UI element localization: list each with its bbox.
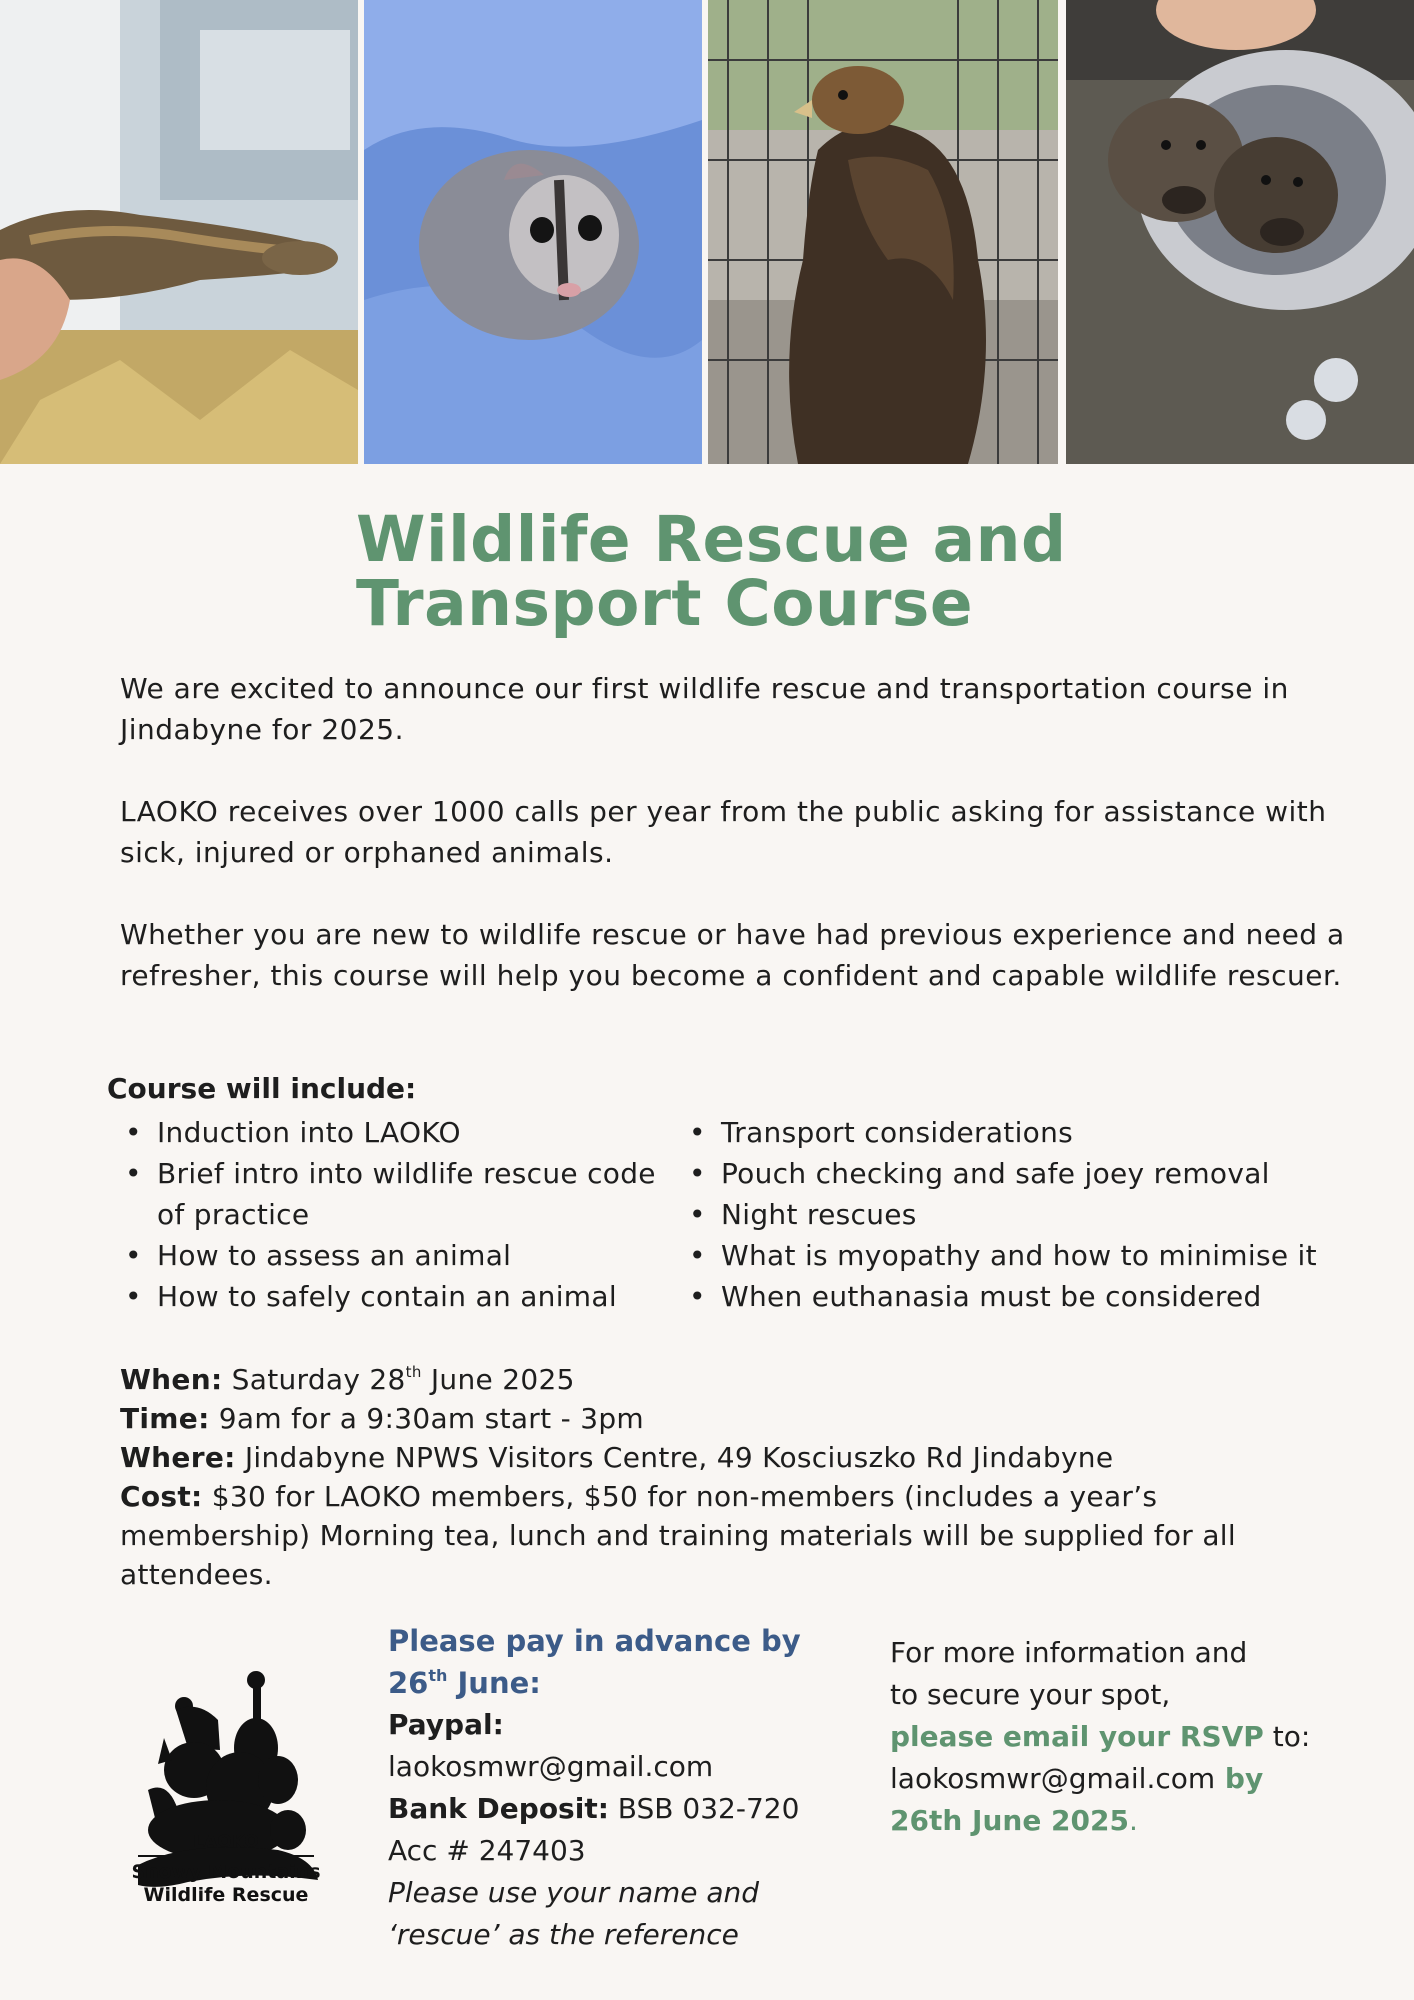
list-item: • Night rescues — [671, 1194, 1411, 1235]
payment-heading — [388, 1620, 828, 1704]
logo-subtitle-1: Snowy Mountains — [131, 1861, 321, 1883]
when-value-suffix: th — [405, 1363, 422, 1381]
course-title — [356, 503, 1256, 640]
photo-wedge-tailed-eagle — [708, 0, 1058, 464]
list-item: • Pouch checking and safe joey removal — [671, 1153, 1411, 1194]
payment-note-2: ‘rescue’ as the reference — [388, 1918, 739, 1951]
rsvp-line-2: to secure your spot, — [890, 1678, 1171, 1711]
includes-list-right — [671, 1112, 1411, 1317]
bank-account: Acc # 247403 — [388, 1834, 586, 1867]
when-value-date: Saturday 28 — [231, 1363, 406, 1396]
cost-value: $30 for LAOKO members, $50 for non-members (includes a year’s membership) Morning tea, lunch and training materials will be supplied for all attendees. — [120, 1480, 1236, 1591]
rsvp-period: . — [1128, 1804, 1138, 1837]
photo-sugar-glider — [364, 0, 702, 464]
payment-heading-suffix: th — [428, 1666, 448, 1685]
rsvp-line-1: For more information and — [890, 1636, 1248, 1669]
rsvp-date: 26th June 2025 — [890, 1804, 1129, 1837]
where-label: Where: — [120, 1441, 236, 1474]
list-item: • When euthanasia must be considered — [671, 1276, 1411, 1317]
list-item: • Induction into LAOKO — [107, 1112, 667, 1153]
rsvp-highlight: please email your RSVP — [890, 1720, 1264, 1753]
intro-paragraph-1: We are excited to announce our first wildlife rescue and transportation course in Jindabyne for 2025. — [120, 672, 1289, 746]
title-line-1: Wildlife Rescue and — [356, 503, 1067, 576]
when-value-month: June 2025 — [421, 1363, 575, 1396]
intro-paragraph-3: Whether you are new to wildlife rescue or have had previous experience and need a refresher, this course will help you become a confident and capable wildlife rescuer. — [120, 918, 1345, 992]
logo-subtitle-2: Wildlife Rescue — [143, 1884, 309, 1906]
rsvp-email[interactable]: laokosmwr@gmail.com — [890, 1762, 1216, 1795]
payment-heading-rest: June: — [447, 1666, 541, 1700]
payment-note-1: Please use your name and — [388, 1876, 760, 1909]
time-value: 9am for a 9:30am start - 3pm — [218, 1402, 644, 1435]
rsvp-section — [890, 1632, 1390, 1842]
photo-wombats — [1066, 0, 1414, 464]
photo-strip — [0, 0, 1414, 464]
paypal-email[interactable]: laokosmwr@gmail.com — [388, 1750, 714, 1783]
where-row — [120, 1438, 1340, 1477]
where-value: Jindabyne NPWS Visitors Centre, 49 Kosciuszko Rd Jindabyne — [244, 1441, 1114, 1474]
when-label: When: — [120, 1363, 223, 1396]
intro-paragraph-2: LAOKO receives over 1000 calls per year from the public asking for assistance with sick, injured or orphaned animals. — [120, 795, 1327, 869]
bank-bsb: BSB 032-720 — [608, 1792, 800, 1825]
payment-heading-date: 26 — [388, 1666, 429, 1700]
paypal-label: Paypal: — [388, 1708, 504, 1741]
title-line-2: Transport Course — [356, 567, 974, 640]
logo-text — [118, 1832, 334, 1907]
logo-name: LAOKO — [138, 1832, 314, 1857]
list-item: • How to assess an animal — [107, 1235, 667, 1276]
payment-section — [388, 1620, 828, 1956]
cost-row — [120, 1477, 1340, 1594]
intro-section — [120, 668, 1350, 1037]
includes-list-left — [107, 1112, 667, 1317]
list-item: • Brief intro into wildlife rescue code of practice — [107, 1153, 667, 1235]
time-label: Time: — [120, 1402, 210, 1435]
bank-label: Bank Deposit: — [388, 1792, 609, 1825]
time-row — [120, 1399, 1340, 1438]
payment-heading-line-1: Please pay in advance by — [388, 1624, 801, 1658]
event-details — [120, 1360, 1340, 1594]
rsvp-to: to: — [1263, 1720, 1311, 1753]
rsvp-by: by — [1215, 1762, 1264, 1795]
includes-heading: Course will include: — [107, 1072, 417, 1105]
list-item: • How to safely contain an animal — [107, 1276, 667, 1317]
list-item: • What is myopathy and how to minimise it — [671, 1235, 1411, 1276]
photo-blue-tongue-lizard — [0, 0, 358, 464]
cost-label: Cost: — [120, 1480, 203, 1513]
when-row — [120, 1360, 1340, 1399]
list-item: • Transport considerations — [671, 1112, 1411, 1153]
